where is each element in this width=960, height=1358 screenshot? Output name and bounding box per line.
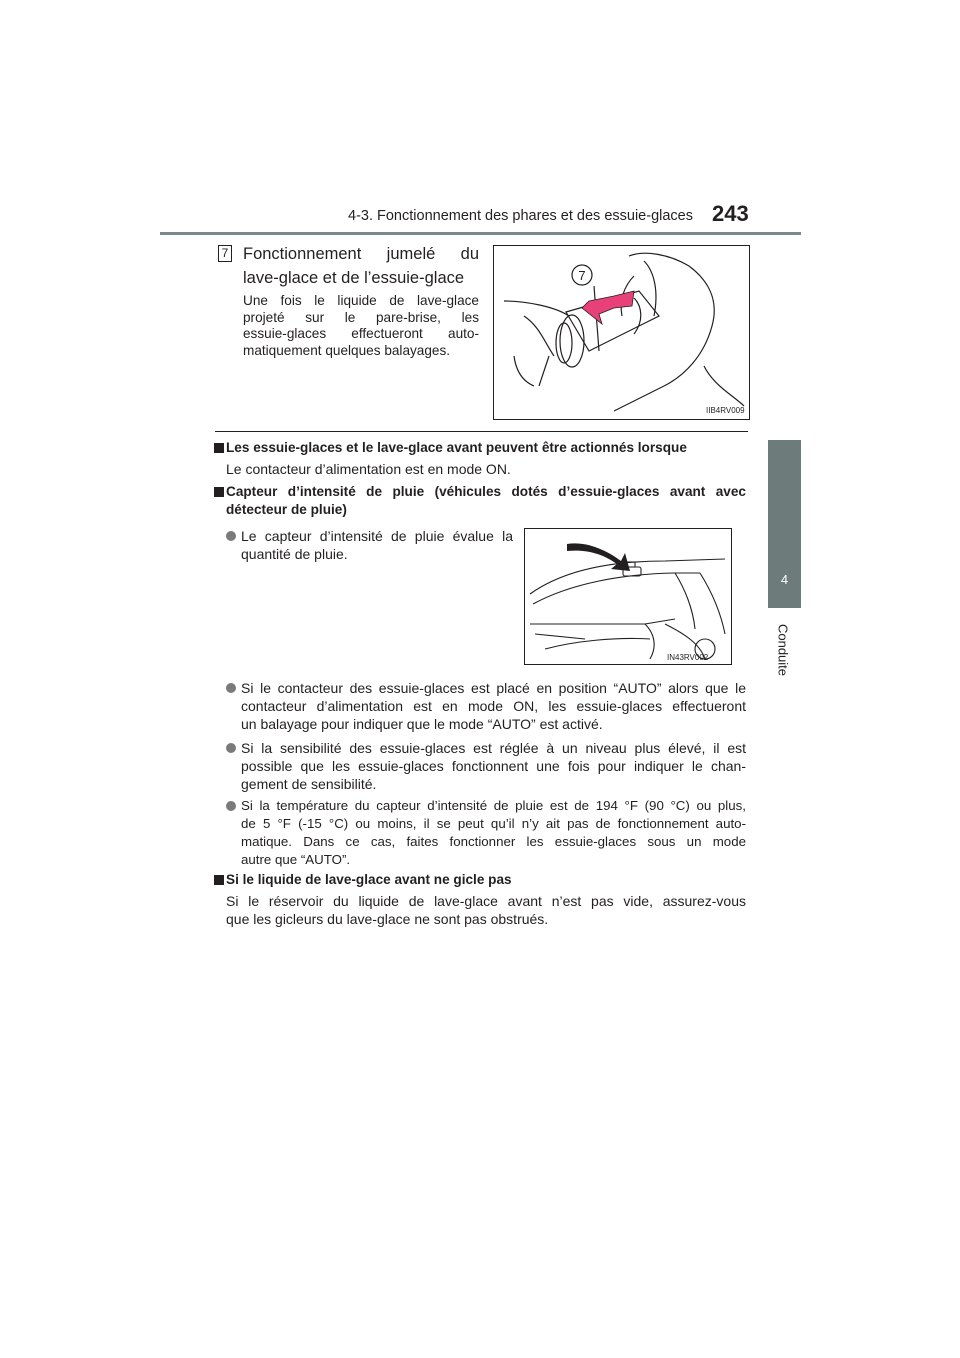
bullet-text-line: un balayage pour indiquer que le mode “AUTO” est activé. <box>241 716 603 732</box>
section-heading-line: détecteur de pluie) <box>226 502 347 517</box>
bullet-text <box>241 679 746 733</box>
bullet-text-line: autre que “AUTO”. <box>241 852 351 867</box>
item-number-badge: 7 <box>218 245 232 262</box>
section-title: 4-3. Fonctionnement des phares et des essuie-glaces <box>348 208 693 224</box>
section-heading: Les essuie-glaces et le lave-glace avant peuvent être actionnés lorsque <box>226 440 687 455</box>
bullet-text-line: Si la température du capteur d’intensité de pluie est de 194 °F (90 °C) ou plus, <box>241 798 746 813</box>
section-heading: Si le liquide de lave-glace avant ne gicle pas <box>226 872 512 887</box>
bullet-text-line: Si la sensibilité des essuie-glaces est réglée à un niveau plus élevé, il est <box>241 740 746 756</box>
figure-code: IIB4RV009 <box>706 406 745 415</box>
section-heading <box>226 483 746 519</box>
rain-sensor-figure <box>524 528 732 665</box>
figure-code: IN43RV002 <box>667 653 709 662</box>
bullet-text <box>241 739 746 793</box>
bullet-text-line: quantité de pluie. <box>241 546 348 562</box>
page-number: 243 <box>712 201 749 226</box>
chapter-number: 4 <box>780 572 789 587</box>
section-divider <box>215 431 748 432</box>
bullet-text-line: Le capteur d’intensité de pluie évalue la <box>241 528 513 544</box>
item-description <box>243 293 479 359</box>
chapter-label-text: Conduite <box>775 623 791 677</box>
section-body-line: que les gicleurs du lave-glace ne sont pas obstrués. <box>226 911 549 927</box>
item-description-line: essuie-glaces effectueront auto- <box>243 326 479 341</box>
bullet-text-line: gement de sensibilité. <box>241 776 377 792</box>
section-body: Le contacteur d’alimentation est en mode ON. <box>226 461 511 477</box>
bullet-text-line: Si le contacteur des essuie-glaces est placé en position “AUTO” alors que le <box>241 680 746 696</box>
section-heading-line: Capteur d’intensité de pluie (véhicules dotés d’essuie-glaces avant avec <box>226 484 746 499</box>
bullet-text-line: matique. Dans ce cas, faites fonctionner les essuie-glaces sous un mode <box>241 834 746 849</box>
bullet-icon <box>226 531 236 541</box>
item-description-line: Une fois le liquide de lave-glace <box>243 293 479 308</box>
chapter-label <box>758 625 808 675</box>
item-title <box>243 242 479 290</box>
section-marker-icon <box>214 443 224 453</box>
item-description-line: matiquement quelques balayages. <box>243 342 451 358</box>
header-rule <box>160 232 801 235</box>
rain-sensor-illustration <box>525 529 731 664</box>
item-description-line: projeté sur le pare-brise, les <box>243 309 479 325</box>
bullet-text-line: contacteur d’alimentation est en mode ON, les essuie-glaces effectueront <box>241 698 746 714</box>
bullet-icon <box>226 743 236 753</box>
bullet-text-line: possible que les essuie-glaces fonctionnent une fois pour indiquer le chan- <box>241 758 746 774</box>
section-body-line: Si le réservoir du liquide de lave-glace avant n’est pas vide, assurez-vous <box>226 893 746 909</box>
wiper-lever-illustration <box>494 246 749 419</box>
section-marker-icon <box>214 487 224 497</box>
item-title-line: lave-glace et de l’essuie-glace <box>243 269 465 287</box>
wiper-lever-figure <box>493 245 750 420</box>
item-title-line: Fonctionnement jumelé du <box>243 245 479 263</box>
bullet-icon <box>226 801 236 811</box>
section-marker-icon <box>214 875 224 885</box>
bullet-icon <box>226 683 236 693</box>
figure-callout: 7 <box>578 268 586 283</box>
bullet-text-line: de 5 °F (-15 °C) ou moins, il se peut qu’il n’y ait pas de fonctionnement auto- <box>241 816 746 831</box>
bullet-text <box>241 527 513 563</box>
section-body <box>226 892 746 928</box>
bullet-text <box>241 797 746 869</box>
